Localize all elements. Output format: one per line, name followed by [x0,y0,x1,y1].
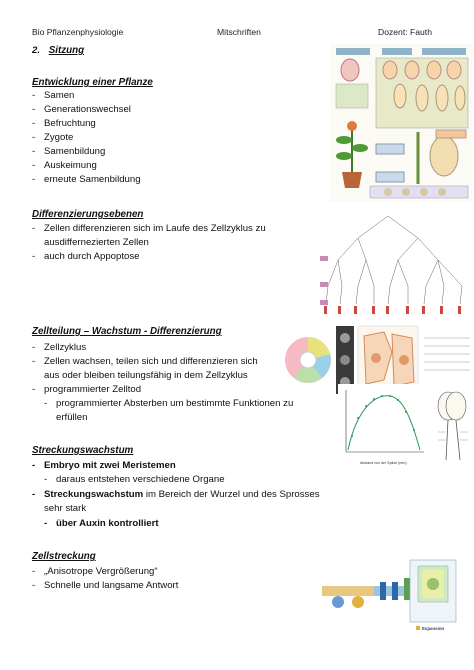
list-item: - Streckungswachstum im Bereich der Wurzel und des Sprosses [32,489,320,500]
heading-differenzierungsebenen: Differenzierungsebenen [32,209,144,220]
sub-list-item-continuation: erfüllen [56,412,88,423]
list-item: - „Anisotrope Vergrößerung“ [32,566,158,577]
list-item-continuation: ausdiffernezierten Zellen [44,237,149,248]
session-number: 2. [32,45,41,56]
sub-list-item: - über Auxin kontrolliert [44,518,159,529]
list-item: - Befruchtung [32,118,96,129]
differentiation-tree-figure [318,208,470,318]
sub-list-item: - daraus entstehen verschiedene Organe [44,474,225,485]
sub-list-item: - programmierter Absterben um bestimmte Funktionen zu [44,398,294,409]
growth-rate-figure [338,384,472,472]
growth-plot-xlabel: Abstand von der Spitze (mm) [360,461,407,465]
header-lecturer: Dozent: Fauth [378,27,432,37]
heading-streckungswachstum: Streckungswachstum [32,445,134,456]
heading-zellstreckung: Zellstreckung [32,551,96,562]
list-item: - Zellen wachsen, teilen sich und differenzieren sich [32,356,258,367]
session-label: Sitzung [48,45,85,56]
list-item-continuation: aus oder bleiben teilungsfähig in dem Zellzyklus [44,370,248,381]
session-title [32,44,84,58]
list-item: - Schnelle und langsame Antwort [32,580,179,591]
header-course: Bio Pflanzenphysiologie [32,27,124,37]
list-item: - Samenbildung [32,146,106,157]
cell-expansion-figure [322,556,472,636]
list-item: - auch durch Appoptose [32,251,140,262]
list-item: - Samen [32,90,75,101]
list-item: - erneute Samenbildung [32,174,141,185]
header-notes: Mitschriften [217,27,261,37]
list-item-continuation: sehr stark [44,503,87,514]
heading-zellteilung: Zellteilung – Wachstum - Differenzierung [32,326,222,337]
list-item: - Auskeimung [32,160,97,171]
list-item: - programmierter Zelltod [32,384,142,395]
heading-entwicklung: Entwicklung einer Pflanze [32,77,153,88]
list-item: - Embryo mit zwei Meristemen [32,460,176,471]
list-item: - Zellen differenzieren sich im Laufe des Zellzyklus zu [32,223,266,234]
expansion-label: Expansion [422,626,445,631]
list-item: - Zygote [32,132,74,143]
list-item: - Zellzyklus [32,342,87,353]
plant-life-cycle-figure [330,44,472,202]
list-item: - Generationswechsel [32,104,131,115]
